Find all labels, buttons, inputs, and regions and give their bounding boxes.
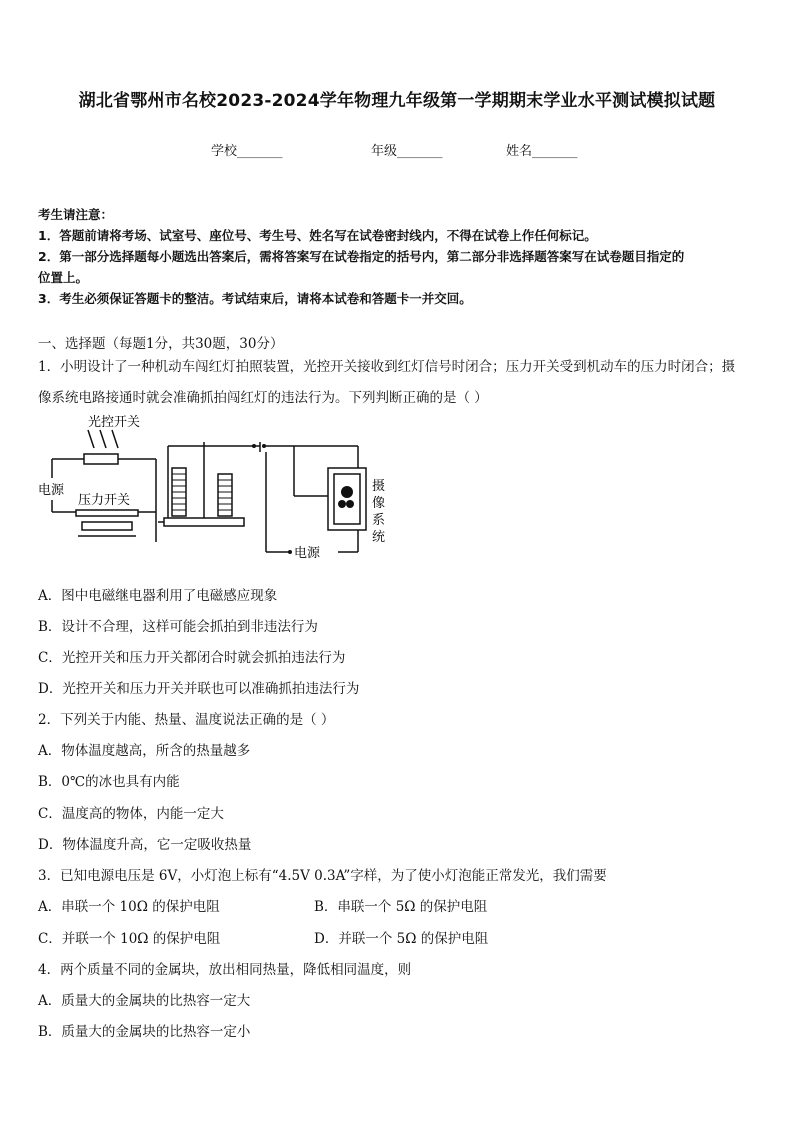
q3-option-a: A．串联一个 10Ω 的保护电阻 [38,899,220,915]
notice-item-2-cont: 位置上。 [38,270,89,285]
q1-stem-line2: 像系统电路接通时就会准确抓拍闯红灯的违法行为。下列判断正确的是（ ） [38,390,488,406]
q1-option-c: C．光控开关和压力开关都闭合时就会抓拍违法行为 [38,650,346,666]
q2-option-b: B．0℃的冰也具有内能 [38,774,180,790]
q1-stem-line1: 1．小明设计了一种机动车闯红灯拍照装置，光控开关接收到红灯信号时闭合；压力开关受到机动车的压力时闭合；摄 [38,359,736,375]
q3-option-d: D．并联一个 5Ω 的保护电阻 [314,931,489,947]
q2-option-a: A．物体温度越高，所含的热量越多 [38,743,251,759]
power-label-left: 电源 [38,483,65,498]
svg-text:摄: 摄 [372,479,386,494]
name-field[interactable]: 姓名_______ [506,144,578,159]
q1-option-d: D．光控开关和压力开关并联也可以准确抓拍违法行为 [38,681,360,697]
light-switch-label: 光控开关 [88,415,141,430]
circuit-diagram [38,412,398,567]
q1-option-a: A．图中电磁继电器利用了电磁感应现象 [38,588,278,604]
notice-item-1: 1．答题前请将考场、试室号、座位号、考生号、姓名写在试卷密封线内，不得在试卷上作任何标记。 [38,228,597,243]
notice-item-2: 2．第一部分选择题每小题选出答案后，需将答案写在试卷指定的括号内，第二部分非选择题答案写在试卷题目指定的 [38,249,685,264]
q4-option-b: B．质量大的金属块的比热容一定小 [38,1024,251,1040]
q3-option-b: B．串联一个 5Ω 的保护电阻 [314,899,488,915]
section-heading: 一、选择题（每题1分，共30题，30分） [38,336,284,352]
q2-option-d: D．物体温度升高，它一定吸收热量 [38,837,252,853]
q2-stem: 2．下列关于内能、热量、温度说法正确的是（ ） [38,712,335,728]
svg-text:系: 系 [372,513,386,528]
q2-option-c: C．温度高的物体，内能一定大 [38,806,224,822]
grade-field[interactable]: 年级_______ [371,144,443,159]
svg-text:像: 像 [372,496,386,511]
q3-option-c: C．并联一个 10Ω 的保护电阻 [38,931,221,947]
exam-title: 湖北省鄂州市名校2023-2024学年物理九年级第一学期期末学业水平测试模拟试题 [78,91,716,111]
q4-stem: 4．两个质量不同的金属块，放出相同热量，降低相同温度，则 [38,962,412,978]
notice-item-3: 3．考生必须保证答题卡的整洁。考试结束后，请将本试卷和答题卡一并交回。 [38,291,472,306]
svg-text:统: 统 [372,530,386,545]
q3-stem: 3．已知电源电压是 6V，小灯泡上标有“4.5V 0.3A”字样，为了使小灯泡能正常发光，我们需要 [38,868,607,884]
notice-heading: 考生请注意： [38,207,114,222]
camera-label [372,478,385,545]
pressure-switch-label: 压力开关 [78,493,131,508]
light-switch-body [84,454,118,464]
power-label-right: 电源 [294,546,321,561]
camera-icon [338,486,354,508]
q4-option-a: A．质量大的金属块的比热容一定大 [38,993,251,1009]
q1-option-b: B．设计不合理，这样可能会抓拍到非违法行为 [38,619,318,635]
school-field[interactable]: 学校_______ [211,144,283,159]
